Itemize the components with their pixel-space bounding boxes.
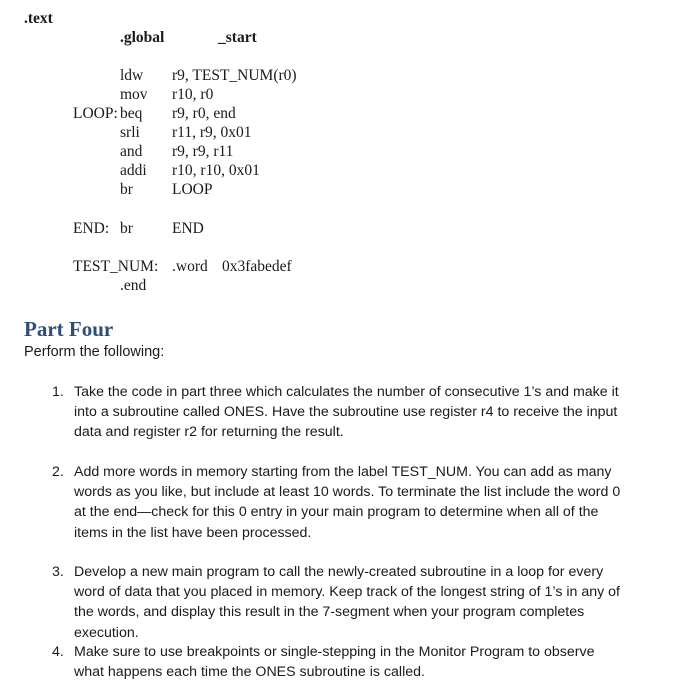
operands: r9, r9, r11: [172, 143, 234, 160]
item-text: [74, 562, 664, 643]
text-line: into a subroutine called ONES. Have the subroutine use register r4 to receive the input: [74, 404, 618, 421]
opcode: mov: [120, 86, 148, 103]
operands: r10, r10, 0x01: [172, 162, 260, 179]
item-text: [74, 642, 664, 682]
item-number: 3.: [52, 564, 64, 580]
word-value: 0x3fabedef: [222, 258, 292, 275]
end-directive: .end: [120, 277, 147, 294]
text-line: what happens each time the ONES subroutine is called.: [74, 664, 425, 681]
text-line: Make sure to use breakpoints or single-stepping in the Monitor Program to observe: [74, 644, 595, 660]
opcode: br: [120, 181, 133, 198]
operands: END: [172, 220, 204, 237]
global-directive: .global: [120, 29, 165, 46]
opcode: and: [120, 143, 143, 160]
opcode: beq: [120, 105, 143, 122]
text-line: Take the code in part three which calculates the number of consecutive 1’s and make it: [74, 384, 619, 400]
text-line: words as you like, but include at least 10 words. To terminate the list include the word 0: [74, 484, 621, 501]
word-directive: .word: [172, 258, 208, 275]
item-number: 1.: [52, 384, 64, 400]
item-number: 2.: [52, 464, 64, 480]
text-line: items in the list have been processed.: [74, 524, 312, 541]
opcode: srli: [120, 124, 140, 141]
operands: r9, r0, end: [172, 105, 236, 122]
operands: r10, r0: [172, 86, 214, 103]
text-line: word of data that you placed in memory. Keep track of the longest string of 1’s in any of: [74, 584, 620, 601]
code-label: END:: [73, 220, 110, 237]
opcode: br: [120, 220, 133, 237]
text-line: Add more words in memory starting from the label TEST_NUM. You can add as many: [74, 464, 612, 480]
operands: LOOP: [172, 181, 213, 198]
intro-text: Perform the following:: [24, 344, 165, 360]
item-text: [74, 462, 664, 543]
item-text: [74, 382, 664, 443]
section-heading: Part Four: [24, 317, 114, 341]
section-directive: .text: [24, 10, 53, 27]
operands: r11, r9, 0x01: [172, 124, 252, 141]
opcode: addi: [120, 162, 147, 179]
item-number: 4.: [52, 644, 64, 660]
text-line: the words, and display this result in the 7-segment when your program completes: [74, 604, 585, 621]
text-line: at the end—check for this 0 entry in your main program to determine when all of the: [74, 504, 599, 521]
text-line: execution.: [74, 624, 139, 641]
code-label: LOOP:: [73, 105, 118, 122]
operands: r9, TEST_NUM(r0): [172, 67, 297, 84]
text-line: Develop a new main program to call the newly-created subroutine in a loop for every: [74, 564, 604, 580]
global-symbol: _start: [218, 29, 257, 46]
text-line: data and register r2 for returning the result.: [74, 424, 344, 441]
opcode: ldw: [120, 67, 144, 84]
code-label: TEST_NUM:: [73, 258, 159, 275]
